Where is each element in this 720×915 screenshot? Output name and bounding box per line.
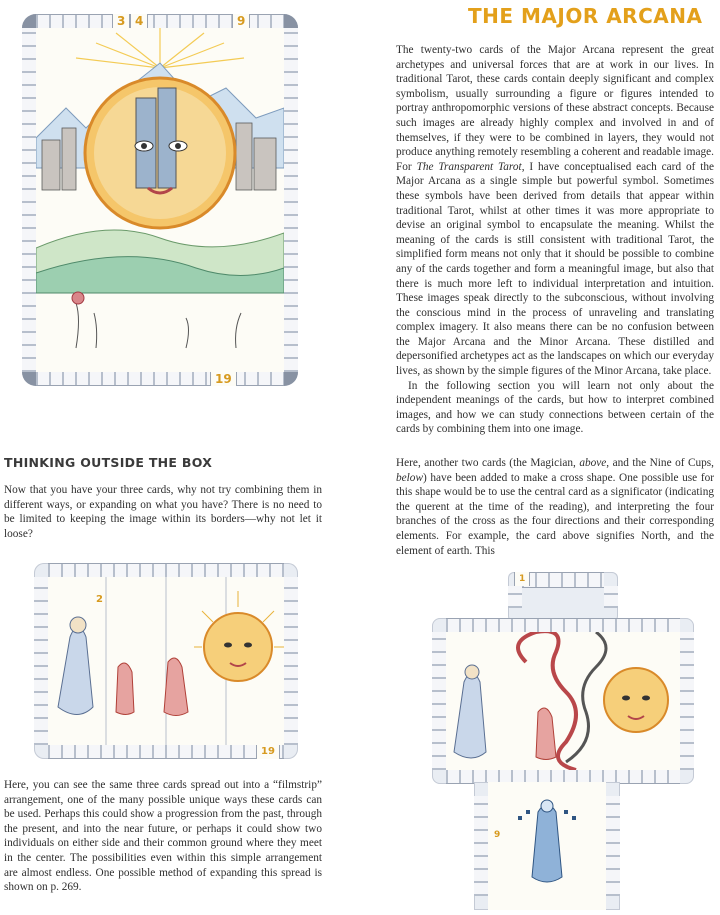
- sun-illustration: [36, 28, 284, 372]
- nine-of-cups-illustration: [488, 782, 606, 910]
- heading-major-arcana: THE MAJOR ARCANA: [468, 4, 703, 28]
- p1-line-1: The twenty-two cards of the Major Arcana represent the great archetypes: [396, 44, 714, 71]
- p1-line-3: these cards contain deeply significant and complex symbolism, usually: [396, 73, 714, 100]
- filmstrip-number-2: 2: [96, 594, 103, 605]
- book-title: The Transparent Tarot: [416, 160, 522, 173]
- p1-line-4: surrounding a figure or figures intended to portray anthropomorphic: [396, 87, 715, 115]
- cross-card-top: [508, 572, 618, 622]
- filmstrip-illustration: [48, 577, 284, 745]
- major-arcana-text: [396, 43, 714, 437]
- heading-thinking-outside-the-box: THINKING OUTSIDE THE BOX: [4, 455, 213, 470]
- cross-paragraph: Here, another two cards (the Magician, above, and the Nine of Cups, below) have been added to make a cross shape. One possible use for this shape would be to use the central card as a significator (indicating the querent at the time of the reading), and interpreting the four branches of the cross as the four directions and their corresponding elements. For example, the card above signifies North, and the element of earth. This: [396, 457, 715, 557]
- card-number-top-3: 9: [232, 14, 250, 28]
- card-number-bottom: 19: [210, 372, 237, 386]
- major-arcana-paragraph-1: [396, 43, 714, 379]
- major-arcana-paragraph-2: In the following section you will learn not only about the independent meanings of the cards, but how to interpret combined images, and how we can study connections between certain of the cards by combining them into one image.: [396, 379, 714, 436]
- filmstrip-number-19: 19: [256, 745, 280, 759]
- filmstrip-cards: [34, 563, 298, 759]
- cross-number-1: 1: [514, 572, 530, 586]
- card-number-top-2: 4: [130, 14, 148, 28]
- cross-card-middle: [432, 618, 694, 784]
- p1-line-8: a coherent and readable image. For: [396, 146, 714, 173]
- sun-card: [22, 14, 298, 386]
- p1-line-5: versions of these abstract concepts. Because such images are already: [396, 102, 714, 129]
- p1-line-7: combined in layers, they would not produce anything remotely resembling: [396, 131, 715, 159]
- filmstrip-paragraph: Here, you can see the same three cards spread out into a “filmstrip” arrangement, one of the many possible unique ways these cards can be used. Perhaps this could show a progression from the past, through the present, and into the near future, or perhaps it could show two individuals on either side and their common ground where they meet in the center. The possibilities even within this simple arrangement are almost endless. One possible method of expanding this spread is shown on p. 269.: [4, 779, 322, 894]
- p1-line-2: and universal forces that are at work in our lives. In traditional Tarot,: [396, 58, 715, 86]
- cross-illustration: [446, 632, 680, 770]
- cross-card-bottom: [474, 782, 620, 910]
- p1-rest: , I have conceptualised each card of the Major Arcana as a single simple but powerful symbol. Sometimes these symbols have been derived from details that appear within traditional Tarot, whilst at other times it was more appropriate to devise an original symbol to encapsulate the meaning. Whilst the meaning of the cards is still consistent with traditional Tarot, the simplified form means not only that it should be possible to combine any of the cards together and form a meaningful image, but also that there is much more left to individual interpretation and intuition. These images speak directly to the subconscious, without involving the conscious mind in the process of unraveling and translating complex imagery. It also means there can be no confusion between the Major Arcana and the Minor Arcana. These distilled and depersonified archetypes act as the landscapes on which our everyday lives, as shown by the simple figures of the Minor Arcana, take place.: [396, 160, 714, 378]
- thinking-paragraph: Now that you have your three cards, why not try combining them in different ways, or expanding on what you have? There is no need to be limited to keeping the image within its borders—why not let it loose?: [4, 484, 322, 540]
- cross-number-9: 9: [494, 830, 501, 840]
- card-number-top-1: 3: [112, 14, 130, 28]
- p1-line-6: highly complex and involved in and of themselves, if they were to be: [396, 116, 714, 144]
